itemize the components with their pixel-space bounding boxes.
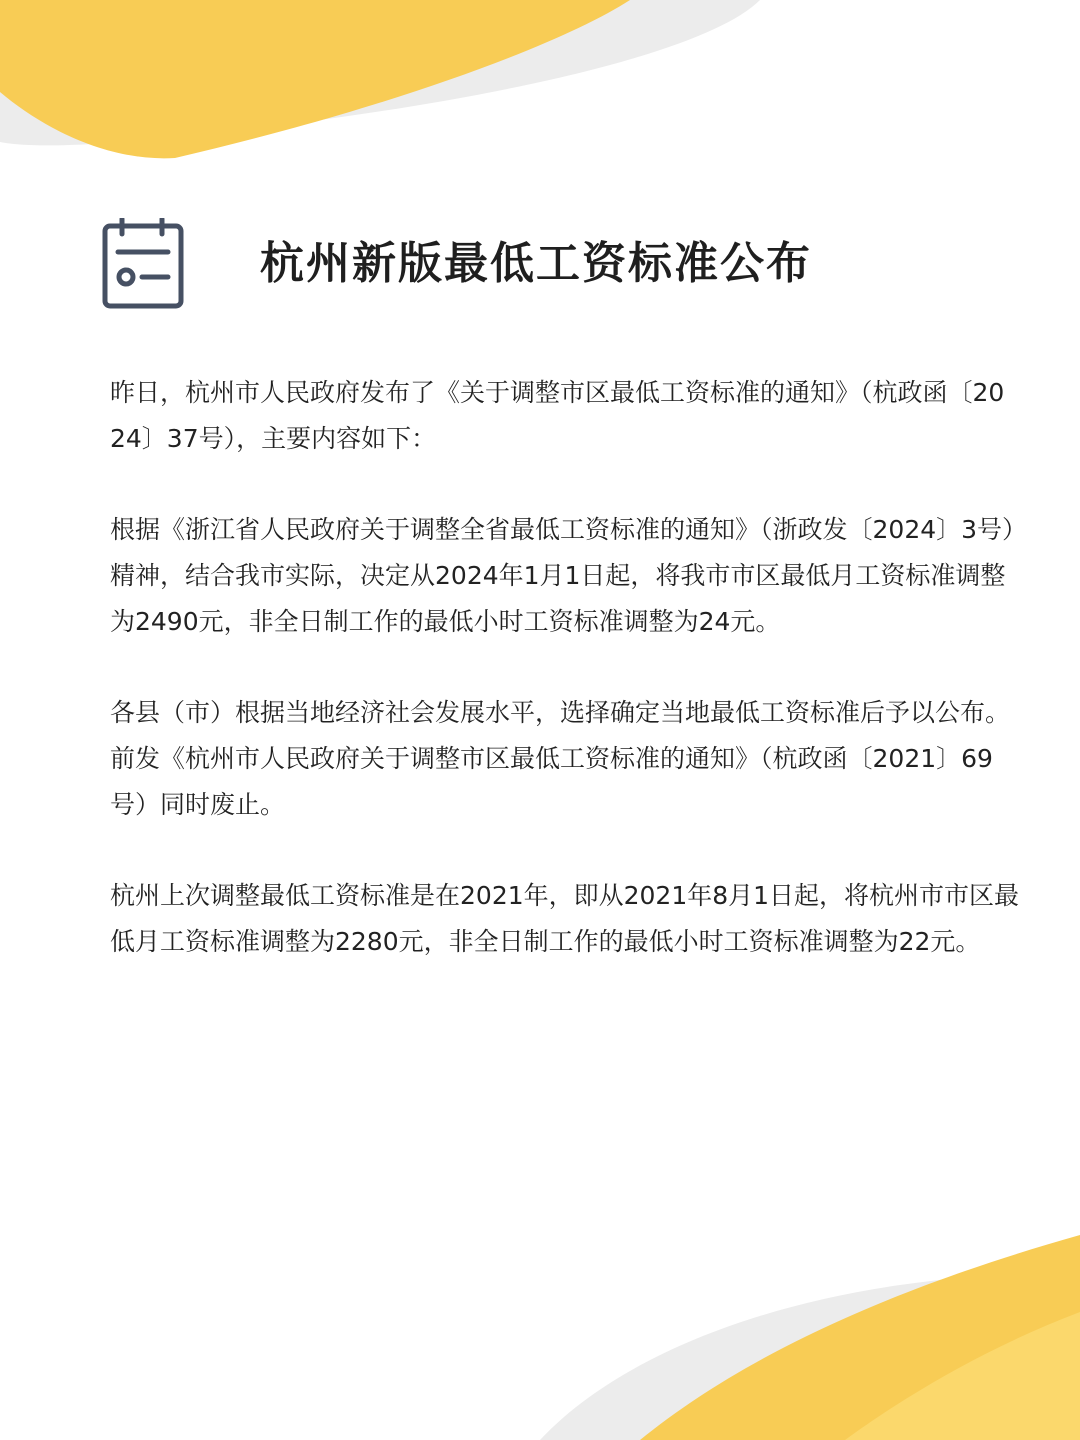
new-standard-paragraph: 根据《浙江省人民政府关于调整全省最低工资标准的通知》（浙政发〔2024〕3号）精神，结合我市实际，决定从2024年1月1日起，将我市市区最低月工资标准调整为2490元，非全日制工作的最低小时工资标准调整为24元。 [110,515,1015,636]
previous-adjustment-paragraph: 杭州上次调整最低工资标准是在2021年，即从2021年8月1日起，将杭州市市区最低月工资标准调整为2280元，非全日制工作的最低小时工资标准调整为22元。 [110,881,1020,956]
article-body [110,370,1020,1010]
bottom-yellow-highlight [845,1312,1080,1440]
page-title: 杭州新版最低工资标准公布 [260,238,812,289]
county-policy-paragraph: 各县（市）根据当地经济社会发展水平，选择确定当地最低工资标准后予以公布。前发《杭州市人民政府关于调整市区最低工资标准的通知》（杭政函〔2021〕69号）同时废止。 [110,698,1011,819]
bottom-yellow-wave [640,1235,1080,1440]
intro-paragraph: 昨日，杭州市人民政府发布了《关于调整市区最低工资标准的通知》（杭政函〔2024〕37号），主要内容如下： [110,378,1005,453]
top-gray-wave [0,0,760,145]
calendar-icon [102,218,184,310]
bottom-gray-wave [540,1268,1080,1440]
article-header [102,218,982,310]
top-yellow-wave [0,0,630,158]
